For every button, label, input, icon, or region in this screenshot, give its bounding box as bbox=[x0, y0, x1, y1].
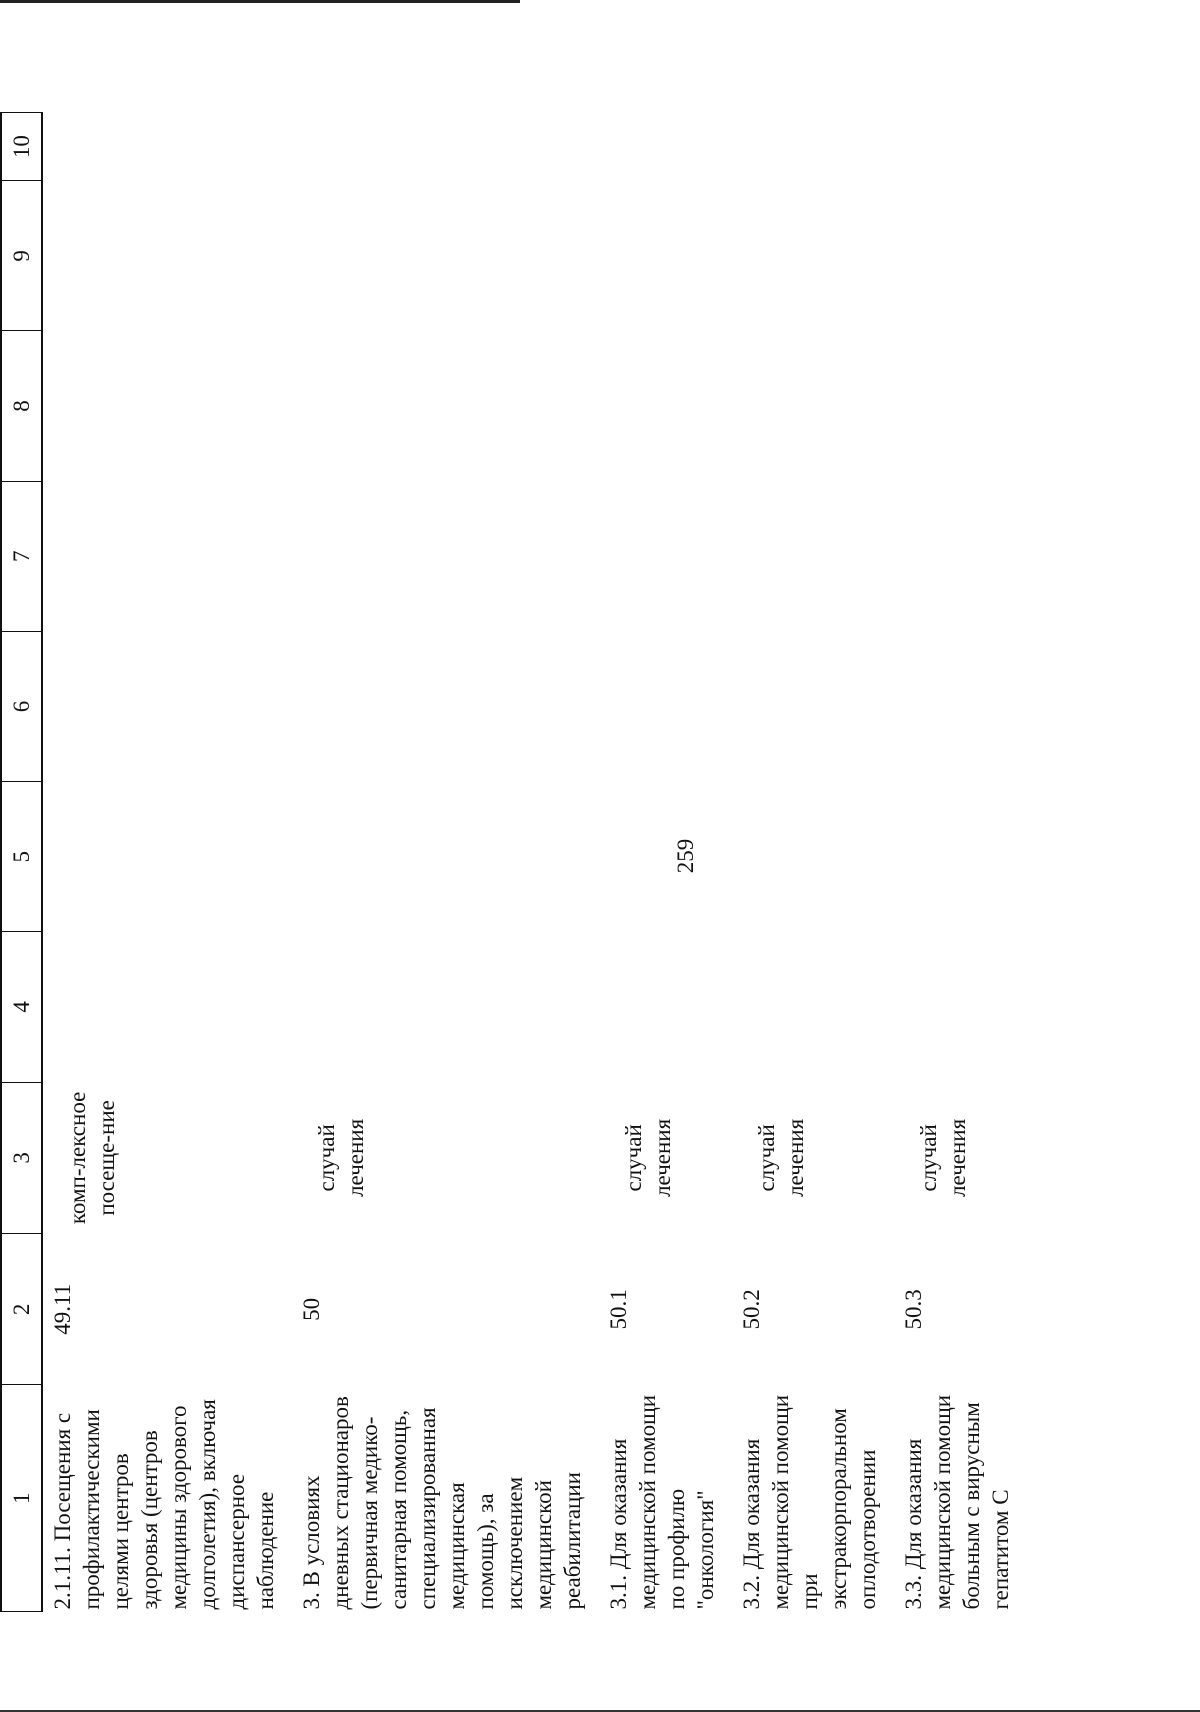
row-unit: случай лечения bbox=[314, 1118, 368, 1197]
empty-cell bbox=[894, 481, 1044, 631]
empty-cell bbox=[42, 481, 292, 631]
empty-cell bbox=[732, 181, 894, 331]
column-header-5: 5 bbox=[1, 782, 42, 932]
empty-cell bbox=[894, 113, 1044, 181]
empty-cell bbox=[292, 331, 599, 481]
table-row bbox=[732, 113, 894, 1612]
empty-cell bbox=[292, 782, 599, 932]
row-name: 2.1.11. Посещения с профилактическими целями центров здоровья (центров медицины здорового долголетия), включая диспансерное наблюдение bbox=[50, 1399, 278, 1610]
empty-cell bbox=[42, 932, 292, 1082]
empty-cell bbox=[599, 181, 732, 331]
empty-cell bbox=[732, 481, 894, 631]
empty-cell bbox=[599, 331, 732, 481]
column-header-9: 9 bbox=[1, 181, 42, 331]
row-code: 50.3 bbox=[901, 1289, 926, 1330]
column-header-8: 8 bbox=[1, 331, 42, 481]
empty-cell bbox=[42, 113, 292, 181]
column-header-6: 6 bbox=[1, 631, 42, 781]
empty-cell bbox=[599, 631, 732, 781]
empty-cell bbox=[599, 782, 732, 932]
empty-cell bbox=[894, 181, 1044, 331]
empty-cell bbox=[42, 331, 292, 481]
empty-cell bbox=[292, 481, 599, 631]
table-header-row bbox=[1, 113, 42, 1612]
row-name: 3.2. Для оказания медицинской помощи при экстракорпоральном оплодотворении bbox=[739, 1394, 880, 1610]
empty-cell bbox=[732, 331, 894, 481]
empty-cell bbox=[599, 481, 732, 631]
table-container bbox=[0, 112, 1044, 1612]
empty-cell bbox=[42, 631, 292, 781]
empty-cell bbox=[894, 631, 1044, 781]
table-row bbox=[894, 113, 1044, 1612]
row-code: 50.2 bbox=[739, 1289, 764, 1330]
empty-cell bbox=[732, 782, 894, 932]
rotated-page-content bbox=[0, 112, 1100, 1712]
table-row bbox=[42, 113, 292, 1612]
empty-cell bbox=[599, 932, 732, 1082]
empty-cell bbox=[42, 181, 292, 331]
row-unit: случай лечения bbox=[621, 1118, 675, 1197]
column-header-1: 1 bbox=[1, 1385, 42, 1612]
empty-cell bbox=[894, 331, 1044, 481]
table-row bbox=[292, 113, 599, 1612]
data-table bbox=[0, 112, 1044, 1612]
empty-cell bbox=[732, 631, 894, 781]
empty-cell bbox=[292, 932, 599, 1082]
row-code: 50 bbox=[299, 1297, 324, 1321]
table-row bbox=[599, 113, 732, 1612]
row-unit: случай лечения bbox=[916, 1118, 970, 1197]
row-code: 50.1 bbox=[606, 1289, 631, 1330]
column-header-7: 7 bbox=[1, 481, 42, 631]
empty-cell bbox=[599, 113, 732, 181]
page-number: 259 bbox=[673, 838, 698, 874]
row-unit: случай лечения bbox=[754, 1118, 808, 1197]
empty-cell bbox=[894, 932, 1044, 1082]
empty-cell bbox=[732, 932, 894, 1082]
column-header-4: 4 bbox=[1, 932, 42, 1082]
empty-cell bbox=[42, 782, 292, 932]
empty-cell bbox=[732, 113, 894, 181]
scan-edge-top bbox=[0, 0, 520, 3]
empty-cell bbox=[292, 113, 599, 181]
row-name: 3.3. Для оказания медицинской помощи больным с вирусным гепатитом С bbox=[901, 1394, 1013, 1610]
row-code: 49.11 bbox=[50, 1283, 75, 1335]
empty-cell bbox=[292, 181, 599, 331]
row-name: 3. В условиях дневных стационаров (первичная медико-санитарная помощь, специализированная медицинская помощь), за исключением медицинской реабилитации bbox=[299, 1396, 585, 1610]
row-name: 3.1. Для оказания медицинской помощи по профилю "онкология" bbox=[606, 1394, 718, 1610]
column-header-2: 2 bbox=[1, 1234, 42, 1385]
row-unit: комп-лексное посеще-ние bbox=[65, 1091, 119, 1225]
column-header-10: 10 bbox=[1, 113, 42, 181]
empty-cell bbox=[292, 631, 599, 781]
column-header-3: 3 bbox=[1, 1082, 42, 1234]
empty-cell bbox=[894, 782, 1044, 932]
